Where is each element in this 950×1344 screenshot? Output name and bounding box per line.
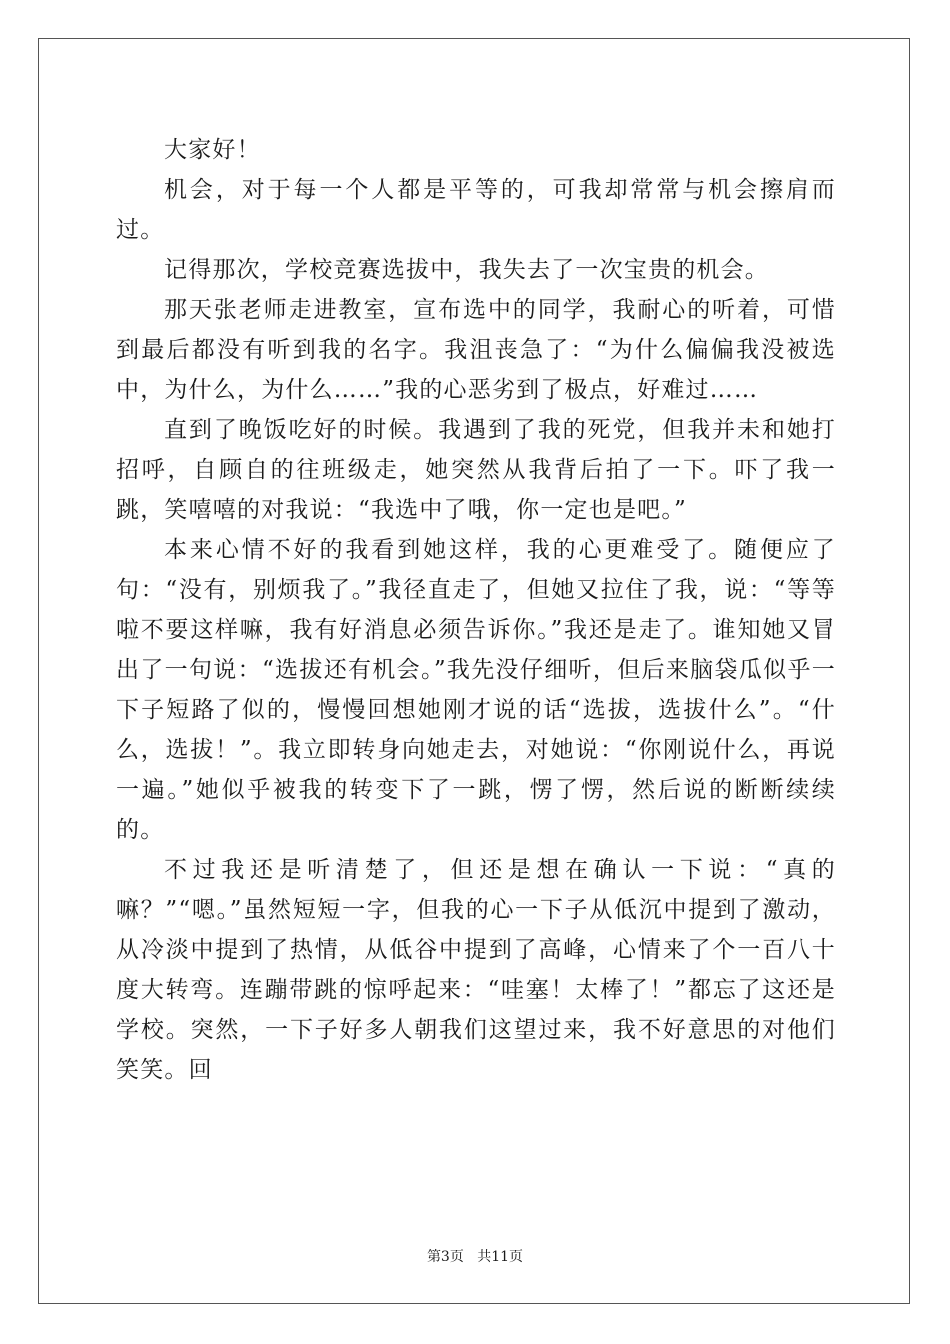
page-footer xyxy=(0,1248,950,1266)
paragraph: 本来心情不好的我看到她这样，我的心更难受了。随便应了句：“没有，别烦我了。”我径直走了，但她又拉住了我，说：“等等啦不要这样嘛，我有好消息必须告诉你。”我还是走了。谁知她又冒出了一句说：“选拔还有机会。”我先没仔细听，但后来脑袋瓜似乎一下子短路了似的，慢慢回想她刚才说的话“选拔，选拔什么”。“什么，选拔！”。我立即转身向她走去，对她说：“你刚说什么，再说一遍。”她似乎被我的转变下了一跳，愣了愣，然后说的断断续续的。 xyxy=(116,537,836,843)
paragraph-greeting: 大家好！ xyxy=(164,137,261,163)
paragraph: 记得那次，学校竞赛选拔中，我失去了一次宝贵的机会。 xyxy=(164,257,769,283)
page-total: 共11页 xyxy=(477,1249,524,1265)
paragraph: 直到了晚饭吃好的时候。我遇到了我的死党，但我并未和她打招呼，自顾自的往班级走，她突然从我背后拍了一下。吓了我一跳，笑嘻嘻的对我说：“我选中了哦，你一定也是吧。” xyxy=(116,417,836,523)
paragraph: 机会，对于每一个人都是平等的，可我却常常与机会擦肩而过。 xyxy=(116,177,836,243)
paragraph: 不过我还是听清楚了，但还是想在确认一下说：“真的嘛？”“嗯。”虽然短短一字，但我的心一下子从低沉中提到了激动，从冷淡中提到了热情，从低谷中提到了高峰，心情来了个一百八十度大转弯。连蹦带跳的惊呼起来：“哇塞！太棒了！”都忘了这还是学校。突然，一下子好多人朝我们这望过来，我不好意思的对他们笑笑。回 xyxy=(116,857,836,1083)
document-body xyxy=(116,130,836,1090)
page-number: 第3页 xyxy=(426,1249,464,1265)
paragraph: 那天张老师走进教室，宣布选中的同学，我耐心的听着，可惜到最后都没有听到我的名字。我沮丧急了：“为什么偏偏我没被选中，为什么，为什么……”我的心恶劣到了极点，好难过…… xyxy=(116,297,836,403)
